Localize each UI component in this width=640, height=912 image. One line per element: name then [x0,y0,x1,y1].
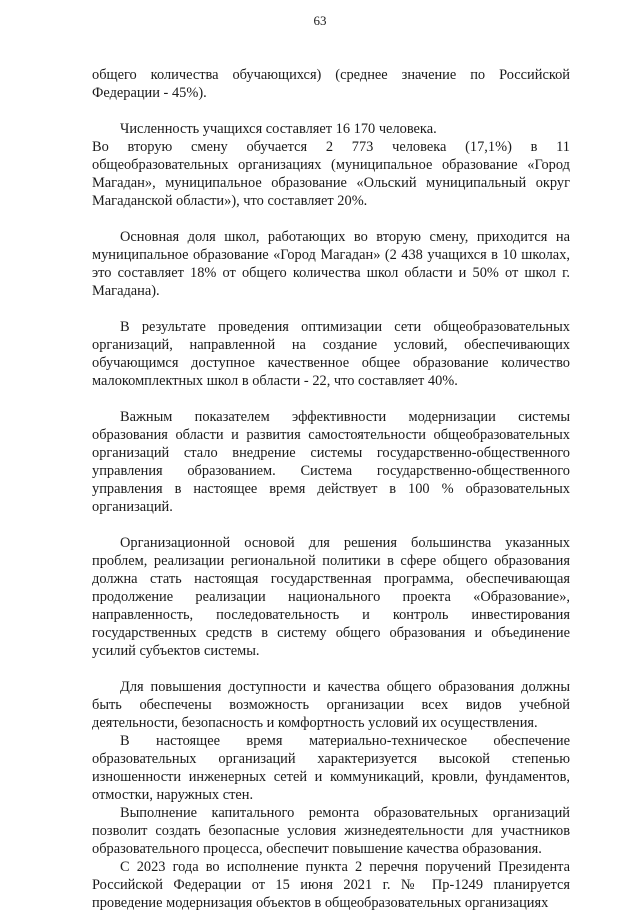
paragraph: В результате проведения оптимизации сети общеобразовательных организаций, направленной на создание условий, обеспечивающих обучающимся доступное качественное общее образование количество малокомплектных школ в области - 22, что составляет 40%. [92,319,570,389]
document-body [92,66,570,912]
paragraph: С 2023 года во исполнение пункта 2 перечня поручений Президента Российской Федерации от 15 июня 2021 г. № Пр-1249 планируется проведение модернизация объектов в общеобразовательных организациях [92,859,570,911]
paragraph: Численность учащихся составляет 16 170 человека. [120,121,437,137]
paragraph: Для повышения доступности и качества общего образования должны быть обеспечены возможность организации всех видов учебной деятельности, безопасность и комфортность условий их осуществления. [92,679,570,731]
paragraph: Организационной основой для решения большинства указанных проблем, реализации региональной политики в сфере общего образования должна стать настоящая государственная программа, обеспечивающая продолжение реализации национального проекта «Образование», направленность, последовательность и контроль инвестирования государственных средств в систему общего образования и объединение усилий субъектов системы. [92,535,570,659]
paragraph: Важным показателем эффективности модернизации системы образования области и развития самостоятельности общеобразовательных организаций стало внедрение системы государственно-общественного управления образованием. Система государственно-общественного управления в настоящее время действует в 100 % образовательных организаций. [92,409,570,515]
paragraph: Выполнение капитального ремонта образовательных организаций позволит создать безопасные условия жизнедеятельности для участников образовательного процесса, обеспечит повышение качества образования. [92,805,570,857]
page-number: 63 [313,13,327,28]
paragraph: В настоящее время материально-техническое обеспечение образовательных организаций характеризуется высокой степенью изношенности инженерных сетей и коммуникаций, кровли, фундаментов, отмостки, наружных стен. [92,733,570,803]
paragraph: общего количества обучающихся) (среднее значение по Российской Федерации - 45%). [92,67,570,101]
paragraph: Основная доля школ, работающих во вторую смену, приходится на муниципальное образование «Город Магадан» (2 438 учащихся в 10 школах, это составляет 18% от общего количества школ области и 50% от школ г. Магадана). [92,229,570,299]
paragraph: Во вторую смену обучается 2 773 человека (17,1%) в 11 общеобразовательных организациях (муниципальное образование «Город Магадан», муниципальное образование «Ольский муниципальный округ Магаданской области»), что составляет 20%. [92,139,570,209]
